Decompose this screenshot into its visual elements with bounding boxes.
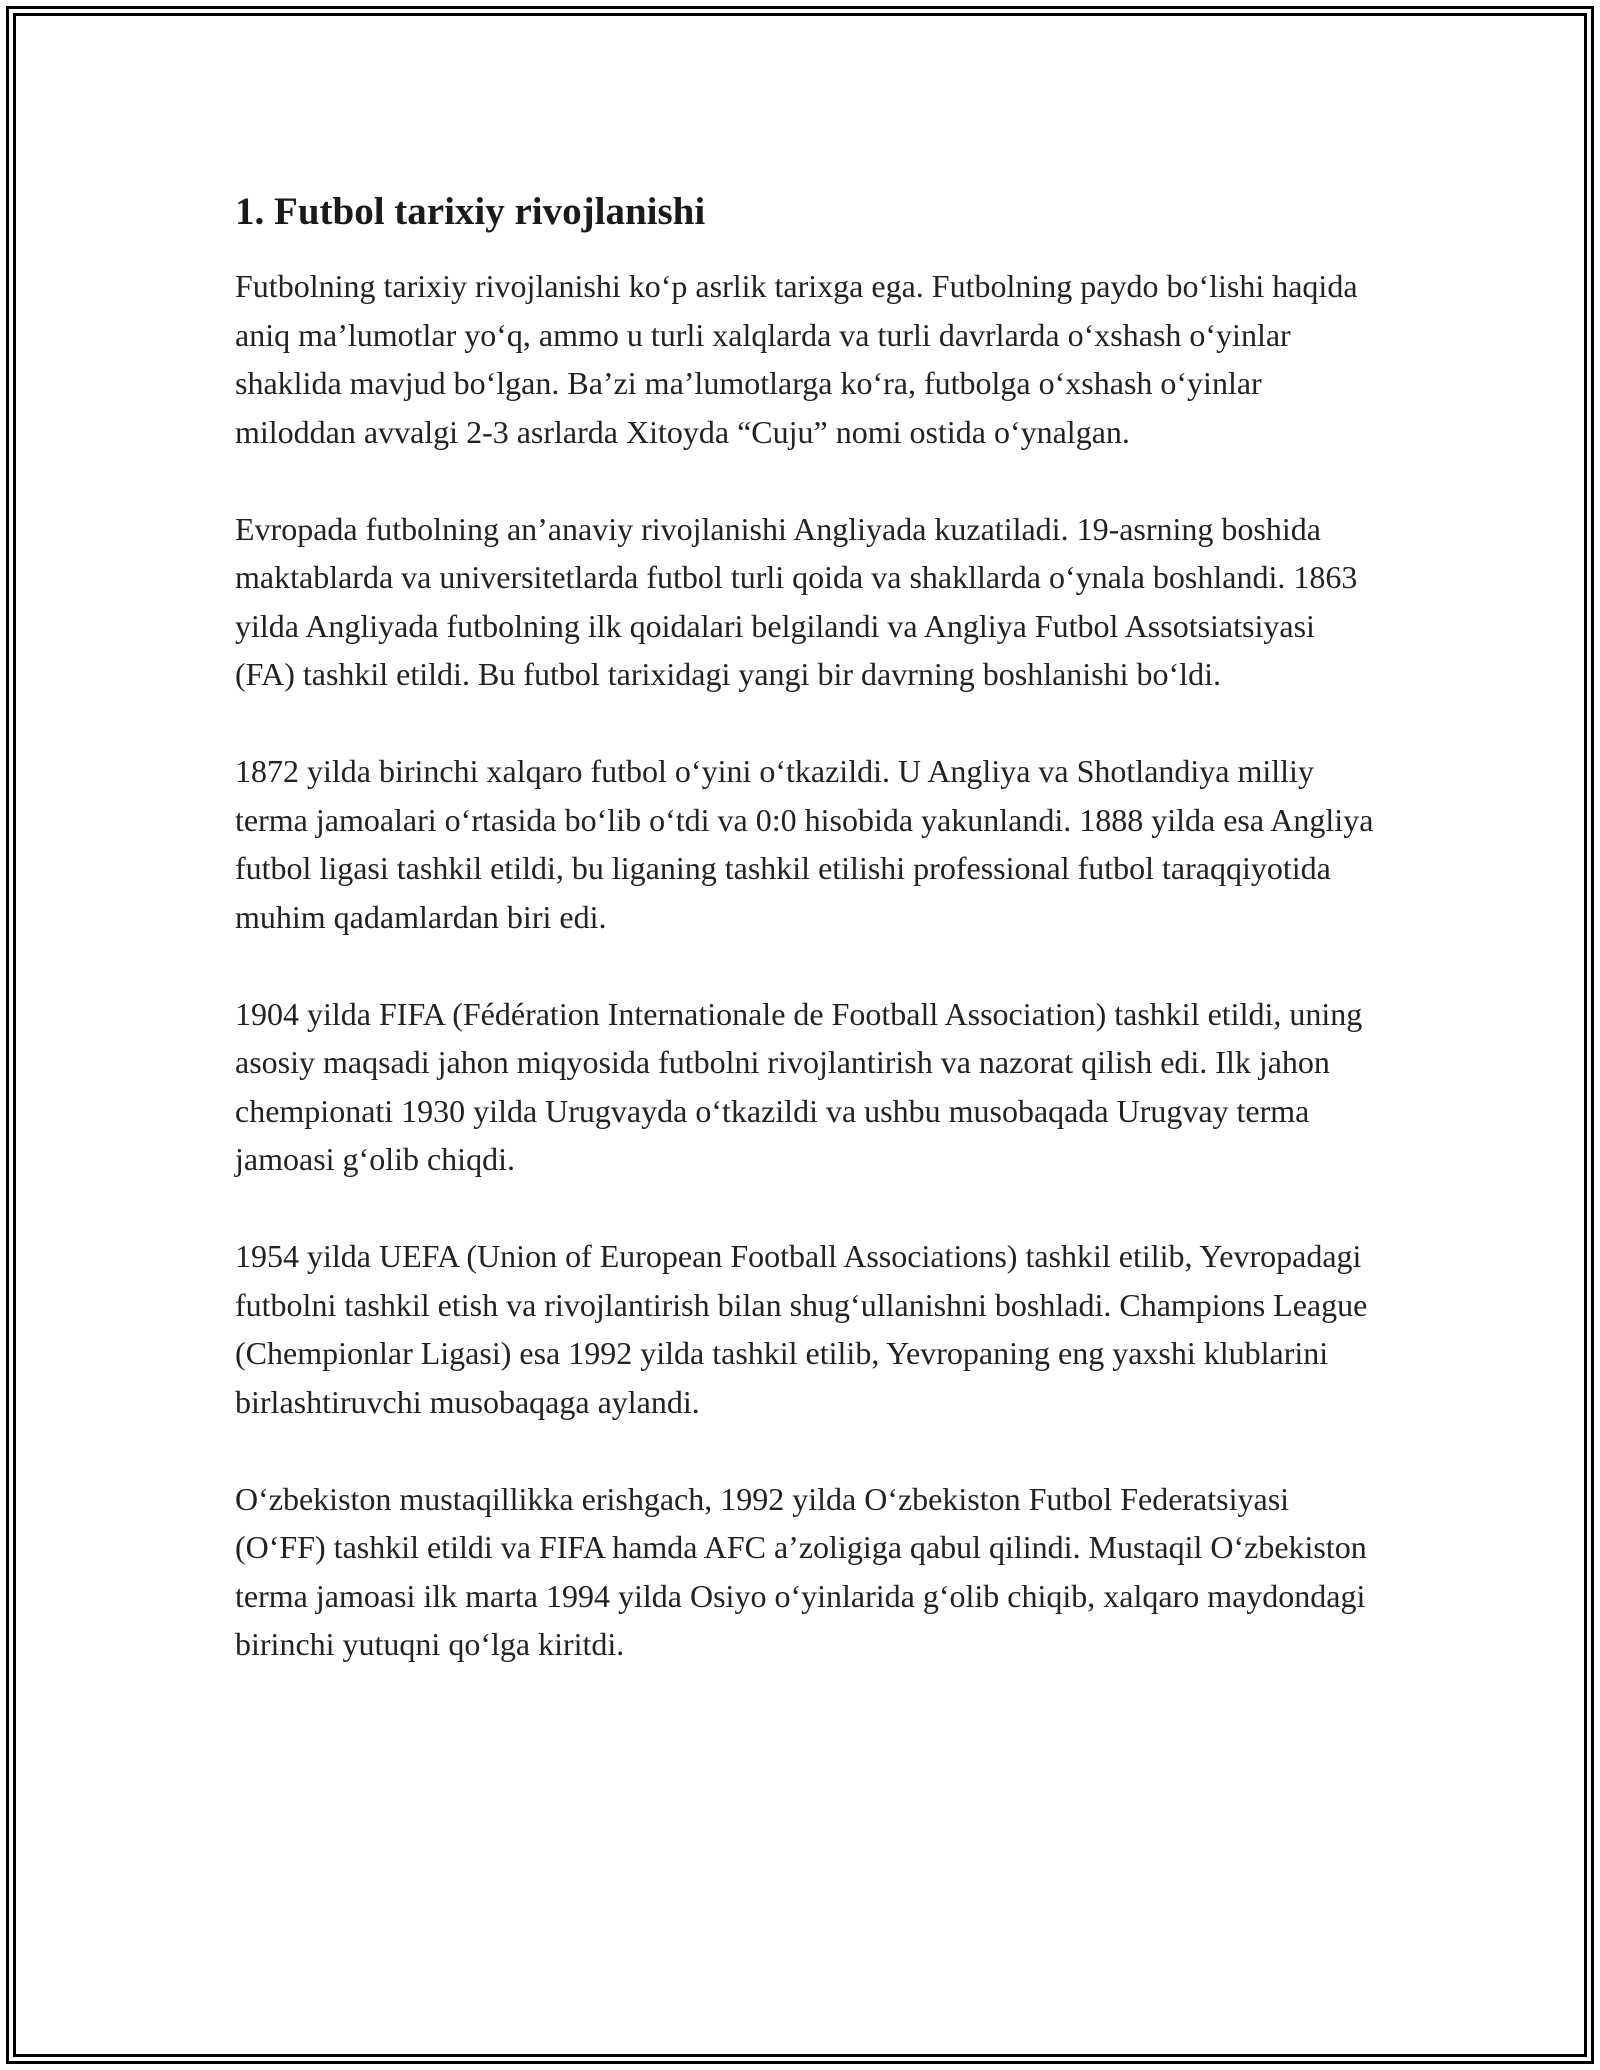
paragraph-origins: Futbolning tarixiy rivojlanishi ko‘p asrlik tarixga ega. Futbolning paydo bo‘lishi haqida aniq ma’lumotlar yo‘q, ammo u turli xalqlarda va turli davrlarda o‘xshash o‘yinlar shaklida mavjud bo‘lgan. Ba’zi ma’lumotlarga ko‘ra, futbolga o‘xshash o‘yinlar miloddan avvalgi 2-3 asrlarda Xitoyda “Cuju” nomi ostida o‘ynalgan. [235,268,1358,450]
paragraph-england: Evropada futbolning an’anaviy rivojlanishi Angliyada kuzatiladi. 19-asrning boshida maktablarda va universitetlarda futbol turli qoida va shakllarda o‘ynala boshlandi. 1863 yilda Angliyada futbolning ilk qoidalari belgilandi va Angliya Futbol Assotsiatsiyasi (FA) tashkil etildi. Bu futbol tarixidagi yangi bir davrning boshlanishi bo‘ldi. [235,510,1358,692]
document-body [235,184,1380,1669]
paragraph-fifa: 1904 yilda FIFA (Fédération Internationale de Football Association) tashkil etildi, uning asosiy maqsadi jahon miqyosida futbolni rivojlantirish va nazorat qilish edi. Ilk jahon chempionati 1930 yilda Urugvayda o‘tkazildi va ushbu musobaqada Urugvay terma jamoasi g‘olib chiqdi. [235,995,1363,1177]
paragraph-first-international: 1872 yilda birinchi xalqaro futbol o‘yini o‘tkazildi. U Angliya va Shotlandiya milliy terma jamoalari o‘rtasida bo‘lib o‘tdi va 0:0 hisobida yakunlandi. 1888 yilda esa Angliya futbol ligasi tashkil etildi, bu liganing tashkil etilishi professional futbol taraqqiyotida muhim qadamlardan biri edi. [235,753,1374,935]
paragraph-uefa: 1954 yilda UEFA (Union of European Football Associations) tashkil etilib, Yevropadagi futbolni tashkil etish va rivojlantirish bilan shug‘ullanishni boshladi. Champions League (Chempionlar Ligasi) esa 1992 yilda tashkil etilib, Yevropaning eng yaxshi klublarini birlashtiruvchi musobaqaga aylandi. [235,1238,1368,1420]
paragraph-uzbekistan: O‘zbekiston mustaqillikka erishgach, 1992 yilda O‘zbekiston Futbol Federatsiyasi (O‘FF) tashkil etildi va FIFA hamda AFC a’zoligiga qabul qilindi. Mustaqil O‘zbekiston terma jamoasi ilk marta 1994 yilda Osiyo o‘yinlarida g‘olib chiqib, xalqaro maydondagi birinchi yutuqni qo‘lga kiritdi. [235,1480,1367,1662]
section-heading: 1. Futbol tarixiy rivojlanishi [235,190,706,233]
